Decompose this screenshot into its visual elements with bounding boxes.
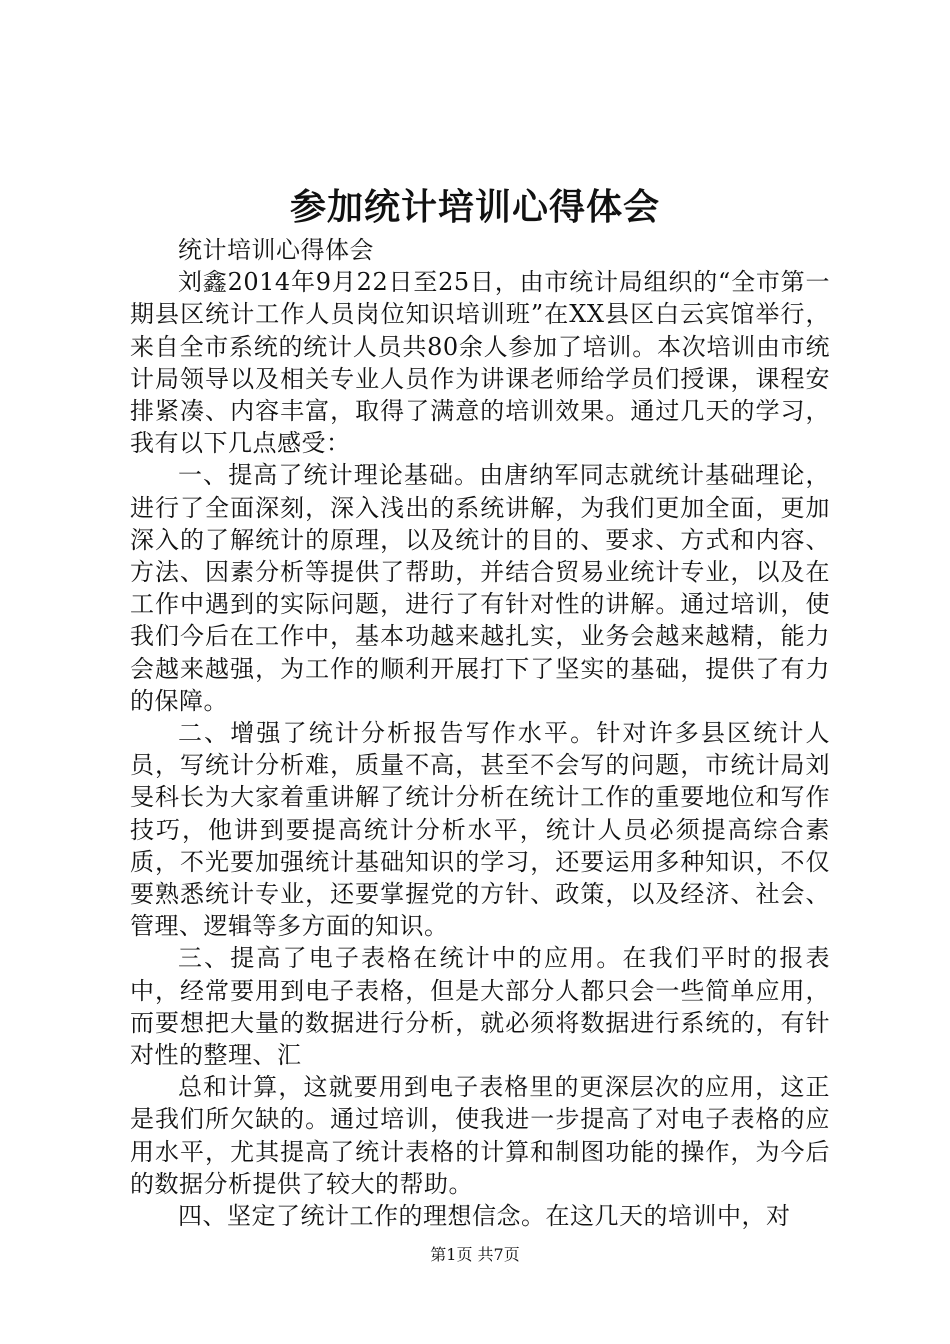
page-number-footer: 第1页 共7页 xyxy=(430,1245,520,1264)
document-title: 参加统计培训心得体会 xyxy=(289,187,660,228)
document-body xyxy=(130,234,830,1232)
paragraph-point-3-continued: 总和计算，这就要用到电子表格里的更深层次的应用，这正是我们所欠缺的。通过培训，使我进一步提高了对电子表格的应用水平，尤其提高了统计表格的计算和制图功能的操作，为今后的数据分析提供了较大的帮助。 xyxy=(130,1073,830,1198)
paragraph-point-2: 二、增强了统计分析报告写作水平。针对许多县区统计人员，写统计分析难，质量不高，甚至不会写的问题，市统计局刘旻科长为大家着重讲解了统计分析在统计工作的重要地位和写作技巧，他讲到要提高统计分析水平，统计人员必须提高综合素质，不光要加强统计基础知识的学习，还要运用多种知识，不仅要熟悉统计专业，还要掌握党的方针、政策，以及经济、社会、管理、逻辑等多方面的知识。 xyxy=(130,719,830,941)
paragraph-point-4: 四、坚定了统计工作的理想信念。在这几天的培训中，对 xyxy=(178,1202,791,1231)
paragraph-intro: 刘鑫2014年9月22日至25日，由市统计局组织的“全市第一期县区统计工作人员岗位知识培训班”在XX县区白云宾馆举行，来自全市系统的统计人员共80余人参加了培训。本次培训由市统计局领导以及相关专业人员作为讲课老师给学员们授课，课程安排紧凑、内容丰富，取得了满意的培训效果。通过几天的学习，我有以下几点感受： xyxy=(130,268,830,458)
paragraph-point-1: 一、提高了统计理论基础。由唐纳军同志就统计基础理论，进行了全面深刻，深入浅出的系统讲解，为我们更加全面，更加深入的了解统计的原理，以及统计的目的、要求、方式和内容、方法、因素分析等提供了帮助，并结合贸易业统计专业，以及在工作中遇到的实际问题，进行了有针对性的讲解。通过培训，使我们今后在工作中，基本功越来越扎实，业务会越来越精，能力会越来越强，为工作的顺利开展打下了坚实的基础，提供了有力的保障。 xyxy=(130,461,830,715)
paragraph-subtitle: 统计培训心得体会 xyxy=(178,236,374,264)
paragraph-point-3: 三、提高了电子表格在统计中的应用。在我们平时的报表中，经常要用到电子表格，但是大部分人都只会一些简单应用，而要想把大量的数据进行分析，就必须将数据进行系统的，有针对性的整理、汇 xyxy=(130,944,830,1070)
